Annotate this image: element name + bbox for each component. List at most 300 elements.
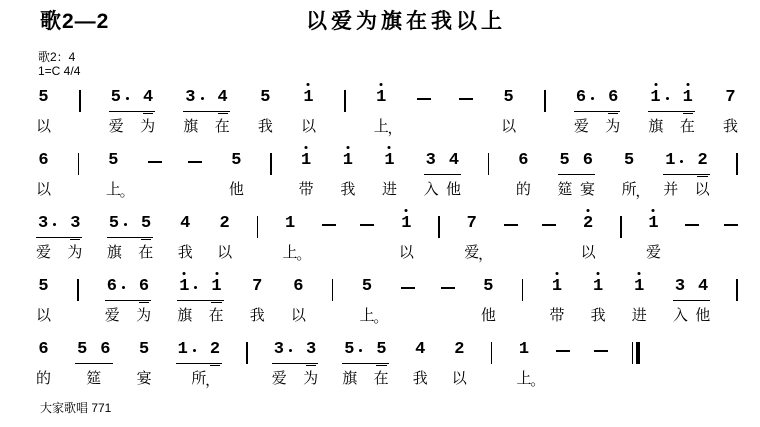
note xyxy=(648,214,658,234)
barline xyxy=(270,153,272,175)
lyric xyxy=(446,181,461,199)
note xyxy=(178,340,197,360)
lyric xyxy=(36,370,51,388)
lyric-char: 上 xyxy=(516,370,532,387)
note-digit: 4 xyxy=(142,88,154,107)
barline xyxy=(544,90,546,112)
note-digit: 7 xyxy=(725,88,736,107)
note xyxy=(675,277,685,297)
note-cell xyxy=(481,277,496,325)
augmentation-dot xyxy=(122,286,125,289)
note xyxy=(143,88,153,108)
beam-group-cell xyxy=(183,88,229,136)
note-digit: 6 xyxy=(100,340,111,359)
continuation-dash xyxy=(459,98,473,100)
lyric xyxy=(550,307,565,325)
lyric xyxy=(621,181,651,200)
barline xyxy=(491,342,493,364)
lyric-char: 我 xyxy=(249,307,265,324)
note-cell xyxy=(36,88,51,136)
group-lyrics xyxy=(36,244,82,262)
dash-cell xyxy=(401,277,415,289)
verse-reference: 歌2：4 xyxy=(38,50,76,64)
note xyxy=(38,151,48,171)
note-cell xyxy=(413,340,428,388)
note-digit: 5 xyxy=(108,151,119,170)
group-lyrics xyxy=(574,118,620,136)
note-row xyxy=(38,340,48,367)
note-row xyxy=(176,340,222,367)
lyric-char: 进 xyxy=(631,307,647,324)
barline-cell xyxy=(438,214,440,238)
note xyxy=(344,340,363,360)
note xyxy=(576,88,595,108)
lyric xyxy=(359,307,389,326)
dash-cell xyxy=(556,340,570,352)
note-digit: 5 xyxy=(260,88,271,107)
note-row xyxy=(293,277,303,304)
note-row xyxy=(108,151,118,178)
lyric xyxy=(581,244,596,262)
note-row xyxy=(272,340,318,367)
note xyxy=(185,88,204,108)
lyric xyxy=(36,118,51,136)
beam-group-cell xyxy=(663,151,709,199)
note xyxy=(552,277,562,297)
dash-cell xyxy=(724,214,738,226)
lyric-char: 他 xyxy=(446,181,462,198)
note-digit: 5 xyxy=(38,277,49,296)
beam-group-cell xyxy=(558,151,595,199)
note-cell xyxy=(36,151,51,199)
augmentation-dot xyxy=(289,349,292,352)
beam-group xyxy=(574,88,620,112)
note xyxy=(139,277,149,297)
lyric-char: 我 xyxy=(722,118,738,135)
note-digit: 5 xyxy=(559,151,570,170)
note-row xyxy=(634,277,644,304)
lyric xyxy=(107,244,122,262)
barline xyxy=(344,90,346,112)
lyric xyxy=(574,118,589,136)
lyric xyxy=(301,118,316,136)
note-row xyxy=(285,214,295,241)
lyric-char: 所 xyxy=(191,370,207,387)
note xyxy=(725,88,735,108)
note xyxy=(415,340,425,360)
note-digit: 2 xyxy=(582,214,594,233)
barline xyxy=(522,279,524,301)
lyric-char: 为 xyxy=(140,118,156,135)
lyric xyxy=(215,118,230,136)
continuation-dash xyxy=(724,224,738,226)
barline-cell xyxy=(246,340,248,364)
dash-cell xyxy=(188,151,202,163)
note-row xyxy=(574,88,620,115)
lyric xyxy=(303,370,318,388)
lyric-char: 宴 xyxy=(136,370,152,387)
note-cell xyxy=(299,151,314,199)
dash-cell xyxy=(594,340,608,352)
note-digit: 1 xyxy=(401,214,412,233)
lyric xyxy=(605,118,620,136)
lyric-char: 爱 xyxy=(573,118,589,135)
lyric-char: 在 xyxy=(208,307,224,324)
final-bar-thick-line xyxy=(636,342,640,364)
barline-cell xyxy=(620,214,622,238)
beam-group xyxy=(109,88,155,112)
lyric-char: 并 xyxy=(663,181,679,198)
note-digit: 4 xyxy=(698,277,709,296)
barline-cell xyxy=(257,214,259,238)
lyric-char: 以 xyxy=(36,181,52,198)
note-row xyxy=(303,88,313,115)
note xyxy=(293,277,303,297)
lyric-char: 他 xyxy=(228,181,244,198)
note-digit: 1 xyxy=(650,88,661,107)
note-digit: 1 xyxy=(211,277,222,296)
note xyxy=(583,214,593,234)
barline xyxy=(736,153,738,175)
continuation-dash xyxy=(322,224,336,226)
note-digit: 1 xyxy=(518,340,530,359)
note-digit: 4 xyxy=(217,88,228,107)
lyric xyxy=(136,307,151,325)
augmentation-dot xyxy=(359,349,362,352)
note xyxy=(454,340,464,360)
note-digit: 4 xyxy=(448,151,460,170)
note-digit: 4 xyxy=(180,214,191,233)
lyric xyxy=(86,370,101,388)
note xyxy=(697,151,707,171)
note-row xyxy=(105,277,151,304)
lyric-char: 的 xyxy=(36,370,52,387)
beam-group-cell xyxy=(272,340,318,388)
lyric xyxy=(374,370,389,388)
beam-group-cell xyxy=(105,277,151,325)
note-row xyxy=(301,151,311,178)
dash-cell xyxy=(441,277,455,289)
lyric-punctuation: ， xyxy=(635,183,651,200)
note-digit: 6 xyxy=(518,151,529,170)
lyric xyxy=(516,370,546,389)
dash-cell xyxy=(504,214,518,226)
lyric xyxy=(646,244,661,262)
lyric-char: 所 xyxy=(621,181,637,198)
note-digit: 1 xyxy=(342,151,353,170)
augmentation-dot xyxy=(124,223,127,226)
barline-cell xyxy=(488,151,490,175)
lyric-char: 我 xyxy=(412,370,428,387)
note-cell xyxy=(359,277,389,326)
note-row xyxy=(260,88,270,115)
beam-group xyxy=(176,340,222,364)
note-cell xyxy=(217,214,232,262)
lyric-char: 在 xyxy=(679,118,695,135)
lyric-char: 带 xyxy=(298,181,314,198)
lyric xyxy=(340,181,355,199)
lyric-char: 以 xyxy=(290,307,306,324)
barline-cell xyxy=(78,151,80,175)
note-row xyxy=(673,277,710,304)
group-lyrics xyxy=(109,118,155,136)
barline-cell xyxy=(522,277,524,301)
note-cell xyxy=(632,277,647,325)
note-digit: 1 xyxy=(682,88,693,107)
barline-cell xyxy=(736,151,738,175)
lyric xyxy=(558,181,573,199)
lyric xyxy=(183,118,198,136)
note xyxy=(665,151,684,171)
note xyxy=(624,151,634,171)
note xyxy=(252,277,262,297)
song-title: 以爱为旗在我以上 xyxy=(306,10,506,33)
beam-group xyxy=(648,88,694,112)
note-digit: 2 xyxy=(697,151,708,170)
lyric-char: 以 xyxy=(694,181,710,198)
note-cell xyxy=(646,214,661,262)
lyric xyxy=(36,181,51,199)
note xyxy=(593,277,603,297)
note xyxy=(467,214,477,234)
barline-cell xyxy=(344,88,346,112)
note-cell xyxy=(373,88,403,137)
note-row xyxy=(663,151,709,178)
note-cell xyxy=(621,151,651,200)
barline xyxy=(246,342,248,364)
note-row xyxy=(139,340,149,367)
dash-cell xyxy=(542,214,556,226)
lyric-char: 为 xyxy=(605,118,621,135)
augmentation-dot xyxy=(201,97,204,100)
lyric xyxy=(299,181,314,199)
note xyxy=(634,277,644,297)
note-row xyxy=(38,151,48,178)
continuation-dash xyxy=(148,161,162,163)
note-row xyxy=(648,214,658,241)
note-digit: 7 xyxy=(466,214,477,233)
lyric-char: 他 xyxy=(480,307,496,324)
lyric xyxy=(723,118,738,136)
lyric xyxy=(105,181,135,200)
beam-group xyxy=(36,214,82,238)
note-cell xyxy=(36,277,51,325)
beam-group xyxy=(177,277,223,301)
note xyxy=(77,340,87,360)
note-digit: 1 xyxy=(177,340,188,359)
note xyxy=(483,277,493,297)
barline xyxy=(79,90,81,112)
lyric xyxy=(632,307,647,325)
note xyxy=(376,88,386,108)
note-row xyxy=(36,214,82,241)
beam-group-cell xyxy=(342,340,388,388)
beam-group-cell xyxy=(36,214,82,262)
group-lyrics xyxy=(105,307,151,325)
note-digit: 5 xyxy=(376,340,387,359)
beam-group xyxy=(183,88,229,112)
lyric-char: 的 xyxy=(515,181,531,198)
continuation-dash xyxy=(556,350,570,352)
music-system xyxy=(36,214,738,262)
augmentation-dot xyxy=(591,97,594,100)
lyric xyxy=(399,244,414,262)
lyric xyxy=(209,307,224,325)
beam-group-cell xyxy=(107,214,153,262)
note-digit: 5 xyxy=(231,151,242,170)
note-digit: 6 xyxy=(38,151,49,170)
beam-group xyxy=(272,340,318,364)
note-digit: 3 xyxy=(425,151,436,170)
note-digit: 2 xyxy=(219,214,230,233)
lyric xyxy=(382,181,397,199)
note-row xyxy=(231,151,241,178)
note xyxy=(109,214,128,234)
lyric xyxy=(695,181,710,199)
lyric-char: 入 xyxy=(672,307,688,324)
note-row xyxy=(454,340,464,367)
beam-group-cell xyxy=(109,88,155,136)
lyric-punctuation: 。 xyxy=(119,183,135,200)
note xyxy=(303,88,313,108)
lyric-char: 在 xyxy=(138,244,154,261)
note-digit: 5 xyxy=(138,340,150,359)
note xyxy=(108,151,118,171)
note-cell xyxy=(591,277,606,325)
note xyxy=(210,340,220,360)
lyric-char: 旗 xyxy=(177,307,193,324)
lyric-char: 上 xyxy=(282,244,298,261)
beam-group xyxy=(75,340,112,364)
lyric-char: 以 xyxy=(451,370,467,387)
group-lyrics xyxy=(648,118,694,136)
note-row xyxy=(401,214,411,241)
lyric xyxy=(229,181,244,199)
continuation-dash xyxy=(417,98,431,100)
note-row xyxy=(504,88,514,115)
beam-group xyxy=(673,277,710,301)
dash-cell xyxy=(322,214,336,226)
lyric-char: 我 xyxy=(340,181,356,198)
book-reference: 歌2—2 xyxy=(40,10,110,33)
continuation-dash xyxy=(360,224,374,226)
note xyxy=(38,88,48,108)
continuation-dash xyxy=(542,224,556,226)
note-cell xyxy=(516,340,546,389)
note-digit: 6 xyxy=(608,88,619,107)
score-body xyxy=(36,88,738,403)
barline xyxy=(77,279,79,301)
note-digit: 6 xyxy=(138,277,150,296)
lyric-punctuation: 。 xyxy=(530,372,546,389)
note-cell xyxy=(516,151,531,199)
note xyxy=(608,88,618,108)
lyric-char: 我 xyxy=(177,244,193,261)
continuation-dash xyxy=(685,224,699,226)
augmentation-dot xyxy=(126,97,129,100)
note-row xyxy=(183,88,229,115)
note-digit: 1 xyxy=(179,277,190,296)
note-cell xyxy=(399,214,414,262)
note-digit: 1 xyxy=(303,88,314,107)
group-lyrics xyxy=(424,181,461,199)
note-row xyxy=(725,88,735,115)
note-digit: 7 xyxy=(252,277,263,296)
note-digit: 6 xyxy=(106,277,117,296)
note-row xyxy=(38,277,48,304)
group-lyrics xyxy=(558,181,595,199)
note-row xyxy=(552,277,562,304)
lyric xyxy=(673,307,688,325)
lyric xyxy=(36,244,51,262)
note-digit: 3 xyxy=(674,277,686,296)
beam-group-cell xyxy=(648,88,694,136)
barline xyxy=(736,279,738,301)
lyric-char: 带 xyxy=(549,307,565,324)
note xyxy=(218,88,228,108)
augmentation-dot xyxy=(666,97,669,100)
lyric-punctuation: ， xyxy=(387,120,403,137)
note-digit: 6 xyxy=(293,277,304,296)
note-digit: 1 xyxy=(284,214,296,233)
barline xyxy=(620,216,622,238)
lyric-char: 他 xyxy=(695,307,711,324)
lyric xyxy=(178,244,193,262)
augmentation-dot xyxy=(53,223,56,226)
lyric xyxy=(591,307,606,325)
note-row xyxy=(424,151,461,178)
beam-group-cell xyxy=(177,277,223,325)
lyric-char: 以 xyxy=(36,118,52,135)
augmentation-dot xyxy=(193,349,196,352)
lyric xyxy=(109,118,124,136)
note xyxy=(343,151,353,171)
group-lyrics xyxy=(342,370,388,388)
note xyxy=(107,277,126,297)
lyric-punctuation: ， xyxy=(478,246,494,263)
note-cell xyxy=(229,151,244,199)
lyric xyxy=(140,118,155,136)
note-row xyxy=(180,214,190,241)
barline-cell xyxy=(491,340,493,364)
lyric-punctuation: 。 xyxy=(373,309,389,326)
beam-group-cell xyxy=(75,340,112,388)
continuation-dash xyxy=(441,287,455,289)
barline-cell xyxy=(270,151,272,175)
note xyxy=(285,214,295,234)
lyric xyxy=(217,244,232,262)
group-lyrics xyxy=(183,118,229,136)
note-cell xyxy=(178,214,193,262)
note-row xyxy=(518,151,528,178)
lyric xyxy=(67,244,82,262)
lyric-char: 爱 xyxy=(645,244,661,261)
note-digit: 1 xyxy=(648,214,659,233)
lyric-char: 进 xyxy=(381,181,397,198)
note xyxy=(179,277,198,297)
note-row xyxy=(648,88,694,115)
beam-group-cell xyxy=(176,340,222,388)
note-cell xyxy=(137,340,152,388)
note-digit: 5 xyxy=(38,88,49,107)
barline xyxy=(78,153,80,175)
lyric-char: 以 xyxy=(36,307,52,324)
lyric-char: 我 xyxy=(257,118,273,135)
barline-cell xyxy=(332,277,334,301)
lyric-char: 为 xyxy=(67,244,83,261)
music-system xyxy=(36,88,738,136)
note xyxy=(70,214,80,234)
